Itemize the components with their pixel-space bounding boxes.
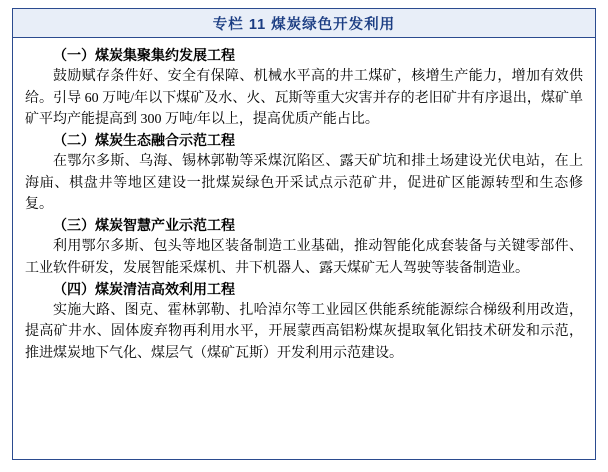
box-title: 专栏 11 煤炭绿色开发利用 [212, 16, 396, 33]
box-header [13, 9, 595, 38]
section-heading: （四）煤炭清洁高效利用工程 [53, 280, 235, 297]
feature-box [12, 8, 596, 460]
section-heading: （二）煤炭生态融合示范工程 [53, 132, 235, 149]
section-paragraph: 利用鄂尔多斯、包头等地区装备制造工业基础，推动智能化成套装备与关键零部件、工业软件研发，发展智能采煤机、井下机器人、露天煤矿无人驾驶等装备制造业。 [25, 239, 583, 276]
box-body [13, 38, 595, 364]
section-heading: （一）煤炭集聚集约发展工程 [53, 47, 235, 63]
section-paragraph: 鼓励赋存条件好、安全有保障、机械水平高的井工煤矿，核增生产能力，增加有效供给。引导 60 万吨/年以下煤矿及水、火、瓦斯等重大灾害并存的老旧矿井有序退出，煤矿单矿平均产能提高到 300 万吨/年以上，提高优质产能占比。 [25, 69, 583, 127]
section-4 [25, 279, 583, 364]
section-paragraph: 在鄂尔多斯、乌海、锡林郭勒等采煤沉陷区、露天矿坑和排土场建设光伏电站，在上海庙、棋盘井等地区建设一批煤炭绿色开采试点示范矿井，促进矿区能源转型和生态修复。 [25, 154, 583, 212]
section-heading: （三）煤炭智慧产业示范工程 [53, 217, 235, 234]
section-1 [25, 45, 583, 130]
section-3 [25, 215, 583, 279]
section-paragraph: 实施大路、图克、霍林郭勒、扎哈淖尔等工业园区供能系统能源综合梯级利用改造，提高矿井水、固体废弃物再利用水平，开展蒙西高铝粉煤灰提取氧化铝技术研发和示范，推进煤炭地下气化、煤层气（煤矿瓦斯）开发利用示范建设。 [25, 303, 583, 361]
section-2 [25, 130, 583, 215]
